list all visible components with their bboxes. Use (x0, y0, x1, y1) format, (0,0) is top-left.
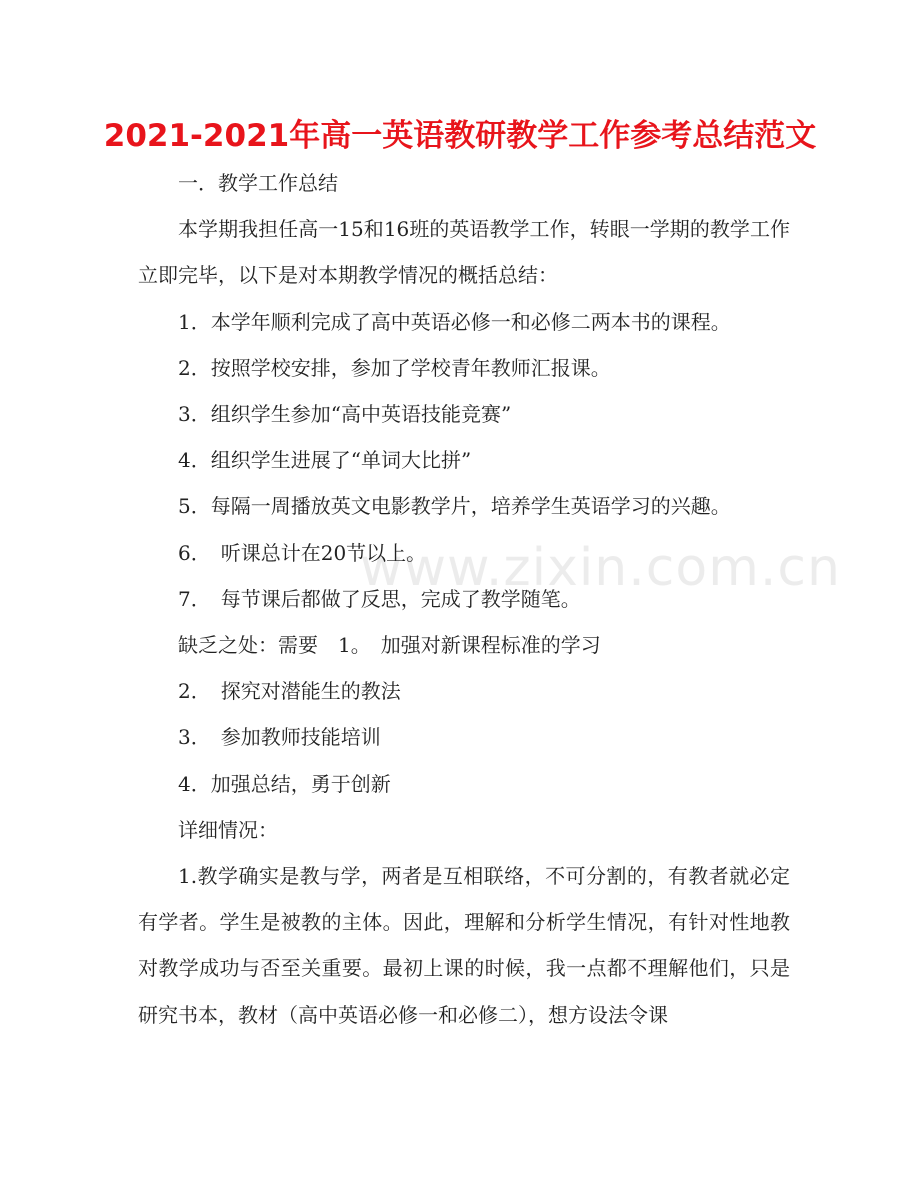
list-item: 1．本学年顺利完成了高中英语必修一和必修二两本书的课程。 (178, 309, 731, 334)
shortcoming-item: 4．加强总结，勇于创新 (178, 771, 391, 796)
shortcoming-item: 3． 参加教师技能培训 (178, 725, 381, 750)
document-body (138, 160, 790, 1038)
list-item: 5．每隔一周播放英文电影教学片，培养学生英语学习的兴趣。 (178, 494, 731, 519)
details-heading: 详细情况： (178, 817, 278, 842)
watermark: www.zixin.com.cn (360, 538, 841, 598)
shortcoming-item: 缺乏之处：需要 1。 加强对新课程标准的学习 (178, 633, 601, 658)
details-paragraph: 1.教学确实是教与学，两者是互相联络，不可分割的，有教者就必定有学者。学生是被教的主体。因此，理解和分析学生情况，有针对性地教对教学成功与否至关重要。最初上课的时候，我一点都不理解他们，只是研究书本，教材（高中英语必修一和必修二），想方设法令课 (138, 864, 790, 1027)
list-item: 2．按照学校安排，参加了学校青年教师汇报课。 (178, 355, 611, 380)
shortcoming-item: 2． 探究对潜能生的教法 (178, 679, 401, 704)
section-heading: 一．教学工作总结 (178, 171, 338, 195)
list-item: 6． 听课总计在20节以上。 (178, 540, 427, 565)
list-item: 4．组织学生进展了“单词大比拼” (178, 448, 472, 473)
list-item: 3．组织学生参加“高中英语技能竞赛” (178, 402, 512, 427)
document-title: 2021-2021年高一英语教研教学工作参考总结范文 (103, 118, 817, 154)
list-item: 7． 每节课后都做了反思，完成了教学随笔。 (178, 586, 581, 611)
intro-paragraph: 本学期我担任高一15和16班的英语教学工作，转眼一学期的教学工作立即完毕，以下是对本期教学情况的概括总结： (138, 217, 790, 288)
